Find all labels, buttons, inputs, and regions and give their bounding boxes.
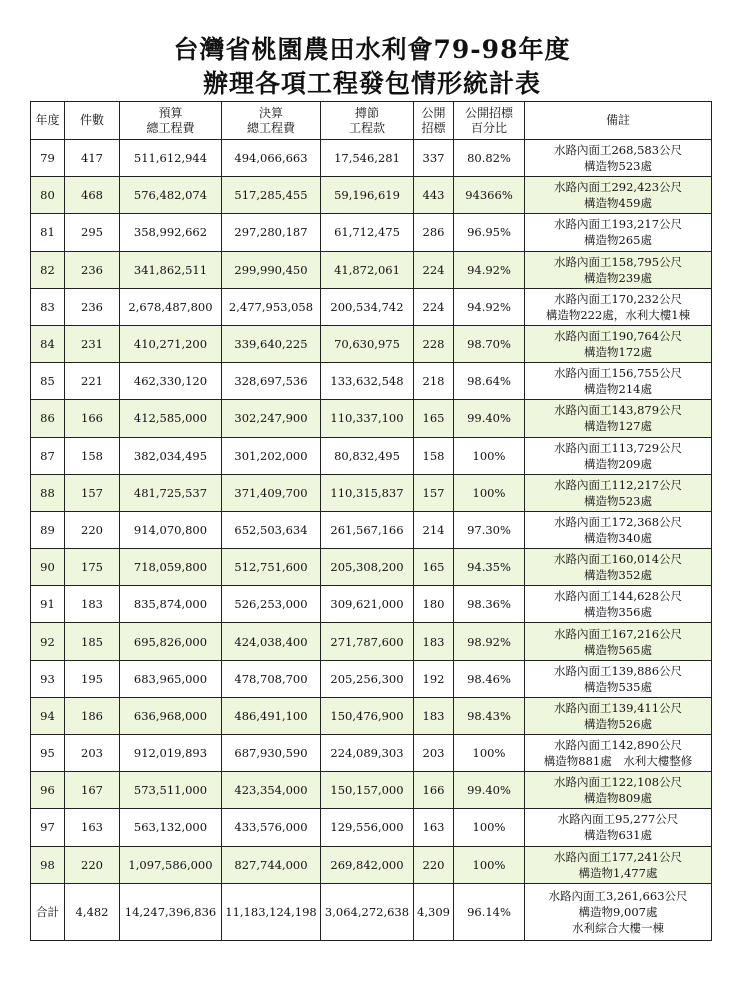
cell-final: 2,477,953,058 <box>222 288 321 325</box>
cell-saved: 17,546,281 <box>321 140 414 177</box>
cell-final: 517,285,455 <box>222 177 321 214</box>
cell-year: 90 <box>31 549 65 586</box>
cell-public: 337 <box>414 140 454 177</box>
cell-pct: 98.46% <box>454 660 525 697</box>
cell-note <box>525 772 712 809</box>
cell-final: 512,751,600 <box>222 549 321 586</box>
table-header-row <box>31 102 712 140</box>
cell-year: 86 <box>31 400 65 437</box>
cell-count: 195 <box>65 660 120 697</box>
cell-budget: 912,019,893 <box>120 735 222 772</box>
total-final: 11,183,124,198 <box>222 883 321 940</box>
cell-budget: 382,034,495 <box>120 437 222 474</box>
table-row <box>31 363 712 400</box>
cell-pct: 100% <box>454 474 525 511</box>
cell-public: 218 <box>414 363 454 400</box>
note-line: 構造物526處 <box>584 716 652 731</box>
note-line: 構造物127處 <box>584 419 652 434</box>
cell-pct: 98.70% <box>454 325 525 362</box>
cell-pct: 100% <box>454 735 525 772</box>
cell-note <box>525 140 712 177</box>
cell-saved: 129,556,000 <box>321 809 414 846</box>
cell-note <box>525 363 712 400</box>
cell-pct: 94366% <box>454 177 525 214</box>
cell-count: 166 <box>65 400 120 437</box>
cell-public: 163 <box>414 809 454 846</box>
cell-saved: 309,621,000 <box>321 586 414 623</box>
cell-final: 424,038,400 <box>222 623 321 660</box>
cell-count: 231 <box>65 325 120 362</box>
cell-year: 98 <box>31 846 65 883</box>
cell-pct: 94.92% <box>454 251 525 288</box>
note-line: 構造物265處 <box>584 233 652 248</box>
total-budget: 14,247,396,836 <box>120 883 222 940</box>
note-line: 水路內面工122,108公尺 <box>553 775 683 790</box>
cell-final: 371,409,700 <box>222 474 321 511</box>
cell-note <box>525 735 712 772</box>
note-line: 構造物356處 <box>584 605 652 620</box>
table-row <box>31 214 712 251</box>
cell-public: 224 <box>414 251 454 288</box>
note-line: 水路內面工160,014公尺 <box>553 552 683 567</box>
cell-final: 339,640,225 <box>222 325 321 362</box>
cell-year: 82 <box>31 251 65 288</box>
table-row <box>31 846 712 883</box>
header-note: 備註 <box>525 102 712 140</box>
cell-note <box>525 400 712 437</box>
cell-public: 286 <box>414 214 454 251</box>
cell-budget: 718,059,800 <box>120 549 222 586</box>
cell-public: 224 <box>414 288 454 325</box>
total-count: 4,482 <box>65 883 120 940</box>
note-line: 水路內面工95,277公尺 <box>557 812 679 827</box>
cell-note <box>525 214 712 251</box>
cell-public: 180 <box>414 586 454 623</box>
cell-count: 158 <box>65 437 120 474</box>
cell-budget: 563,132,000 <box>120 809 222 846</box>
cell-count: 220 <box>65 846 120 883</box>
cell-final: 423,354,000 <box>222 772 321 809</box>
cell-budget: 695,826,000 <box>120 623 222 660</box>
table-row <box>31 772 712 809</box>
cell-note <box>525 549 712 586</box>
cell-budget: 511,612,944 <box>120 140 222 177</box>
cell-year: 96 <box>31 772 65 809</box>
cell-budget: 573,511,000 <box>120 772 222 809</box>
cell-year: 94 <box>31 697 65 734</box>
table-row <box>31 623 712 660</box>
cell-year: 83 <box>31 288 65 325</box>
cell-saved: 269,842,000 <box>321 846 414 883</box>
note-line: 水路內面工144,628公尺 <box>553 589 683 604</box>
note-line: 構造物1,477處 <box>578 865 658 880</box>
cell-budget: 683,965,000 <box>120 660 222 697</box>
cell-count: 221 <box>65 363 120 400</box>
cell-budget: 481,725,537 <box>120 474 222 511</box>
cell-count: 167 <box>65 772 120 809</box>
cell-budget: 412,585,000 <box>120 400 222 437</box>
table-row <box>31 549 712 586</box>
note-line: 水路內面工139,886公尺 <box>553 663 683 678</box>
cell-year: 87 <box>31 437 65 474</box>
cell-pct: 96.95% <box>454 214 525 251</box>
cell-saved: 41,872,061 <box>321 251 414 288</box>
table-row <box>31 474 712 511</box>
cell-public: 443 <box>414 177 454 214</box>
cell-public: 214 <box>414 511 454 548</box>
cell-note <box>525 474 712 511</box>
cell-budget: 341,862,511 <box>120 251 222 288</box>
header-final: 決算 總工程費 <box>222 102 321 140</box>
note-line: 構造物881處 水利大樓整修 <box>543 754 693 769</box>
cell-budget: 462,330,120 <box>120 363 222 400</box>
cell-saved: 271,787,600 <box>321 623 414 660</box>
note-line: 構造物535處 <box>584 679 652 694</box>
cell-note <box>525 288 712 325</box>
cell-final: 433,576,000 <box>222 809 321 846</box>
header-saved: 撙節 工程款 <box>321 102 414 140</box>
table-row <box>31 400 712 437</box>
table-row <box>31 140 712 177</box>
note-line: 水路內面工142,890公尺 <box>553 738 683 753</box>
note-line: 構造物209處 <box>584 456 652 471</box>
cell-count: 236 <box>65 288 120 325</box>
cell-year: 95 <box>31 735 65 772</box>
cell-pct: 100% <box>454 437 525 474</box>
note-line: 水路內面工113,729公尺 <box>553 440 683 455</box>
cell-saved: 200,534,742 <box>321 288 414 325</box>
cell-saved: 205,256,300 <box>321 660 414 697</box>
cell-saved: 150,476,900 <box>321 697 414 734</box>
cell-final: 526,253,000 <box>222 586 321 623</box>
note-line: 水路內面工156,755公尺 <box>553 366 683 381</box>
total-row <box>31 883 712 940</box>
cell-count: 186 <box>65 697 120 734</box>
note-line: 構造物172處 <box>584 345 652 360</box>
cell-final: 302,247,900 <box>222 400 321 437</box>
cell-note <box>525 251 712 288</box>
table-row <box>31 735 712 772</box>
cell-final: 486,491,100 <box>222 697 321 734</box>
note-line: 構造物631處 <box>584 828 652 843</box>
cell-year: 92 <box>31 623 65 660</box>
cell-note <box>525 660 712 697</box>
note-line: 構造物809處 <box>584 791 652 806</box>
cell-note <box>525 511 712 548</box>
cell-pct: 98.43% <box>454 697 525 734</box>
cell-public: 157 <box>414 474 454 511</box>
cell-pct: 80.82% <box>454 140 525 177</box>
cell-note <box>525 809 712 846</box>
cell-saved: 70,630,975 <box>321 325 414 362</box>
cell-pct: 98.64% <box>454 363 525 400</box>
table-row <box>31 325 712 362</box>
cell-budget: 576,482,074 <box>120 177 222 214</box>
note-line: 構造物239處 <box>584 270 652 285</box>
note-line: 水路內面工158,795公尺 <box>553 254 683 269</box>
cell-saved: 205,308,200 <box>321 549 414 586</box>
header-count: 件數 <box>65 102 120 140</box>
header-ratio: 公開招標 百分比 <box>454 102 525 140</box>
cell-saved: 110,315,837 <box>321 474 414 511</box>
cell-count: 468 <box>65 177 120 214</box>
table-row <box>31 177 712 214</box>
note-line: 水路內面工143,879公尺 <box>553 403 683 418</box>
cell-final: 328,697,536 <box>222 363 321 400</box>
cell-pct: 94.92% <box>454 288 525 325</box>
cell-budget: 2,678,487,800 <box>120 288 222 325</box>
cell-public: 220 <box>414 846 454 883</box>
cell-budget: 636,968,000 <box>120 697 222 734</box>
cell-public: 192 <box>414 660 454 697</box>
cell-note <box>525 697 712 734</box>
header-public: 公開 招標 <box>414 102 454 140</box>
cell-final: 652,503,634 <box>222 511 321 548</box>
cell-saved: 150,157,000 <box>321 772 414 809</box>
cell-count: 295 <box>65 214 120 251</box>
cell-note <box>525 437 712 474</box>
cell-pct: 98.92% <box>454 623 525 660</box>
note-line: 水路內面工167,216公尺 <box>553 626 683 641</box>
cell-final: 494,066,663 <box>222 140 321 177</box>
cell-note <box>525 623 712 660</box>
cell-public: 165 <box>414 400 454 437</box>
page-title-line2: 辦理各項工程發包情形統計表 <box>202 69 541 98</box>
table-row <box>31 437 712 474</box>
cell-count: 236 <box>65 251 120 288</box>
note-line: 水路內面工190,764公尺 <box>553 329 683 344</box>
note-line: 構造物214處 <box>584 382 652 397</box>
total-pct: 96.14% <box>454 883 525 940</box>
note-line: 構造物459處 <box>584 196 652 211</box>
cell-pct: 94.35% <box>454 549 525 586</box>
cell-saved: 261,567,166 <box>321 511 414 548</box>
cell-count: 185 <box>65 623 120 660</box>
table-row <box>31 809 712 846</box>
cell-public: 228 <box>414 325 454 362</box>
cell-saved: 133,632,548 <box>321 363 414 400</box>
cell-count: 203 <box>65 735 120 772</box>
note-line: 水路內面工177,241公尺 <box>553 849 683 864</box>
cell-public: 158 <box>414 437 454 474</box>
cell-pct: 98.36% <box>454 586 525 623</box>
cell-count: 157 <box>65 474 120 511</box>
cell-public: 203 <box>414 735 454 772</box>
note-line: 水路內面工170,232公尺 <box>553 291 683 306</box>
cell-count: 163 <box>65 809 120 846</box>
cell-year: 80 <box>31 177 65 214</box>
note-line: 水路內面工112,217公尺 <box>553 477 683 492</box>
note-line: 構造物523處 <box>584 159 652 174</box>
cell-saved: 59,196,619 <box>321 177 414 214</box>
cell-count: 183 <box>65 586 120 623</box>
cell-year: 88 <box>31 474 65 511</box>
cell-year: 97 <box>31 809 65 846</box>
statistics-table <box>30 101 712 941</box>
cell-year: 89 <box>31 511 65 548</box>
cell-saved: 80,832,495 <box>321 437 414 474</box>
cell-budget: 914,070,800 <box>120 511 222 548</box>
cell-year: 93 <box>31 660 65 697</box>
cell-note <box>525 177 712 214</box>
cell-pct: 99.40% <box>454 400 525 437</box>
table-row <box>31 697 712 734</box>
cell-pct: 100% <box>454 846 525 883</box>
page-title-line1: 台灣省桃園農田水利會79-98年度 <box>173 35 571 64</box>
cell-budget: 835,874,000 <box>120 586 222 623</box>
cell-note <box>525 325 712 362</box>
cell-budget: 358,992,662 <box>120 214 222 251</box>
cell-final: 297,280,187 <box>222 214 321 251</box>
cell-pct: 99.40% <box>454 772 525 809</box>
table-row <box>31 511 712 548</box>
cell-saved: 224,089,303 <box>321 735 414 772</box>
cell-final: 478,708,700 <box>222 660 321 697</box>
cell-saved: 110,337,100 <box>321 400 414 437</box>
cell-year: 84 <box>31 325 65 362</box>
cell-budget: 410,271,200 <box>120 325 222 362</box>
table-row <box>31 660 712 697</box>
cell-note <box>525 846 712 883</box>
cell-count: 175 <box>65 549 120 586</box>
total-label: 合計 <box>31 883 65 940</box>
note-line: 構造物352處 <box>584 568 652 583</box>
header-year: 年度 <box>31 102 65 140</box>
cell-final: 687,930,590 <box>222 735 321 772</box>
cell-saved: 61,712,475 <box>321 214 414 251</box>
note-line: 構造物222處，水利大樓1棟 <box>545 307 691 322</box>
total-saved: 3,064,272,638 <box>321 883 414 940</box>
note-line: 水路內面工292,423公尺 <box>553 180 683 195</box>
cell-final: 299,990,450 <box>222 251 321 288</box>
note-line: 水路內面工193,217公尺 <box>553 217 683 232</box>
cell-public: 165 <box>414 549 454 586</box>
cell-public: 183 <box>414 623 454 660</box>
cell-budget: 1,097,586,000 <box>120 846 222 883</box>
table-row <box>31 288 712 325</box>
note-line: 水路內面工172,368公尺 <box>553 514 683 529</box>
table-row <box>31 251 712 288</box>
note-line: 構造物340處 <box>584 530 652 545</box>
cell-public: 166 <box>414 772 454 809</box>
note-line: 構造物523處 <box>584 493 652 508</box>
cell-final: 301,202,000 <box>222 437 321 474</box>
total-note: 水路內面工3,261,663公尺 構造物9,007處 水利綜合大樓一棟 <box>525 883 712 940</box>
cell-pct: 100% <box>454 809 525 846</box>
cell-public: 183 <box>414 697 454 734</box>
cell-final: 827,744,000 <box>222 846 321 883</box>
cell-year: 91 <box>31 586 65 623</box>
cell-year: 85 <box>31 363 65 400</box>
cell-note <box>525 586 712 623</box>
note-line: 水路內面工139,411公尺 <box>553 700 683 715</box>
cell-count: 220 <box>65 511 120 548</box>
header-budget: 預算 總工程費 <box>120 102 222 140</box>
table-row <box>31 586 712 623</box>
cell-year: 81 <box>31 214 65 251</box>
cell-year: 79 <box>31 140 65 177</box>
cell-pct: 97.30% <box>454 511 525 548</box>
cell-count: 417 <box>65 140 120 177</box>
total-public: 4,309 <box>414 883 454 940</box>
note-line: 構造物565處 <box>584 642 652 657</box>
note-line: 水路內面工268,583公尺 <box>553 143 683 158</box>
